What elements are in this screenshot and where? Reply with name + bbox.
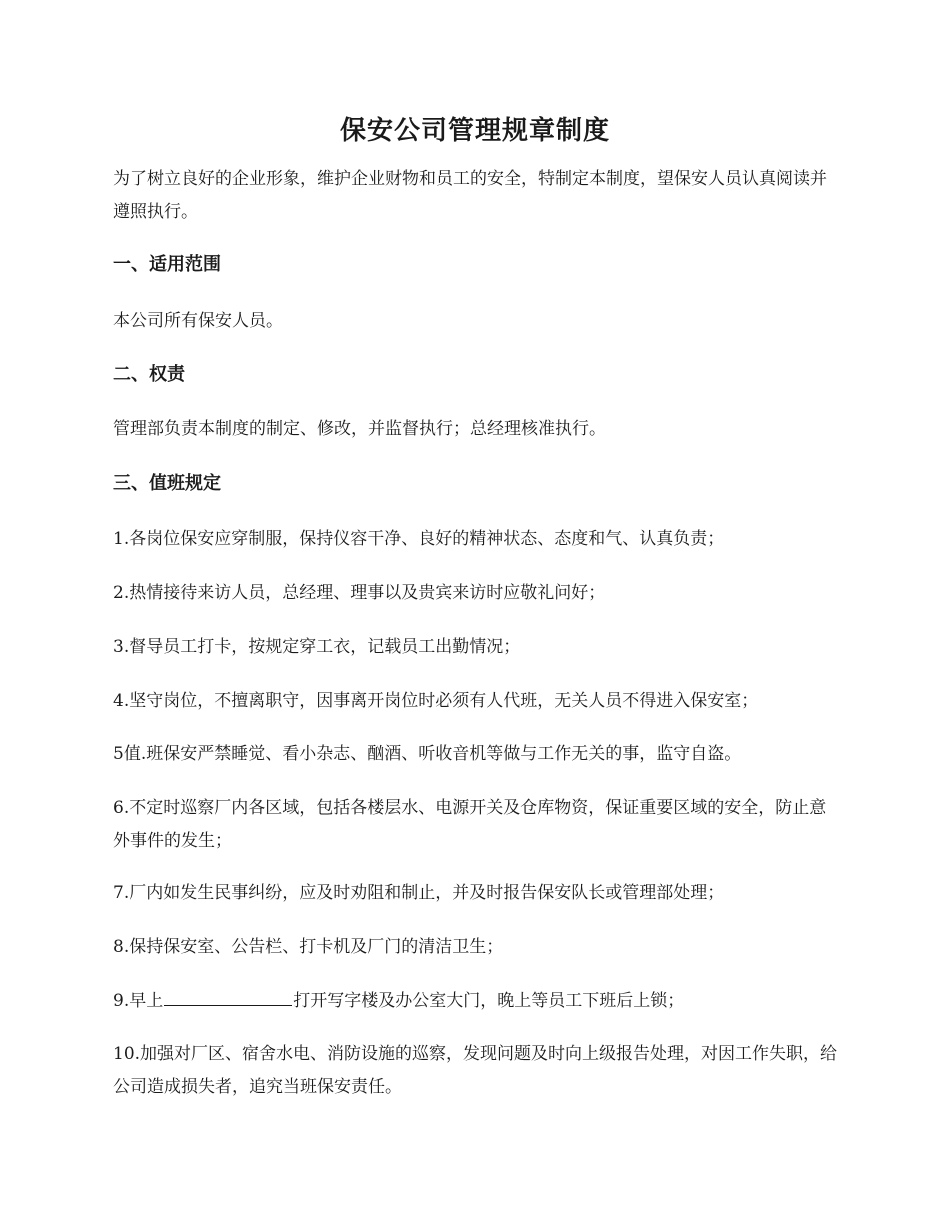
rule-item-9-after: 打开写字楼及办公室大门，晚上等员工下班后上锁； xyxy=(293,991,685,1011)
rule-item-4: 4.坚守岗位，不擅离职守，因事离开岗位时必须有人代班，无关人员不得进入保安室； xyxy=(113,691,759,711)
rule-item-6: 6.不定时巡察厂内各区域，包括各楼层水、电源开关及仓库物资，保证重要区域的安全，防止意外事件的发生； xyxy=(113,798,827,851)
document-title: 保安公司管理规章制度 xyxy=(339,116,610,146)
section-heading-duty-rules: 三、值班规定 xyxy=(113,473,221,494)
section-heading-responsibility: 二、权责 xyxy=(113,364,185,385)
rule-item-9-before: 9.早上 xyxy=(113,991,164,1011)
intro-paragraph: 为了树立良好的企业形象，维护企业财物和员工的安全，特制定本制度，望保安人员认真阅读并遵照执行。 xyxy=(113,169,827,222)
rule-item-2: 2.热情接待来访人员，总经理、理事以及贵宾来访时应敬礼问好； xyxy=(113,583,606,603)
rule-item-10: 10.加强对厂区、宿舍水电、消防设施的巡察，发现问题及时向上级报告处理，对因工作失职，给公司造成损失者，追究当班保安责任。 xyxy=(113,1044,838,1097)
section-body-responsibility: 管理部负责本制度的制定、修改，并监督执行；总经理核准执行。 xyxy=(113,419,606,439)
rule-item-7: 7.厂内如发生民事纠纷，应及时劝阻和制止，并及时报告保安队长或管理部处理； xyxy=(113,883,725,903)
rule-item-8: 8.保持保安室、公告栏、打卡机及厂门的清洁卫生； xyxy=(113,937,504,957)
rule-item-3: 3.督导员工打卡，按规定穿工衣，记载员工出勤情况； xyxy=(113,637,521,657)
section-body-scope: 本公司所有保安人员。 xyxy=(113,311,283,331)
rule-item-9 xyxy=(113,985,840,1018)
fill-in-blank-line xyxy=(164,987,292,1006)
rule-item-1: 1.各岗位保安应穿制服，保持仪容干净、良好的精神状态、态度和气、认真负责； xyxy=(113,529,725,549)
section-heading-scope: 一、适用范围 xyxy=(113,254,221,275)
rule-item-5: 5值.班保安严禁睡觉、看小杂志、酗酒、听收音机等做与工作无关的事，监守自盗。 xyxy=(113,744,742,764)
